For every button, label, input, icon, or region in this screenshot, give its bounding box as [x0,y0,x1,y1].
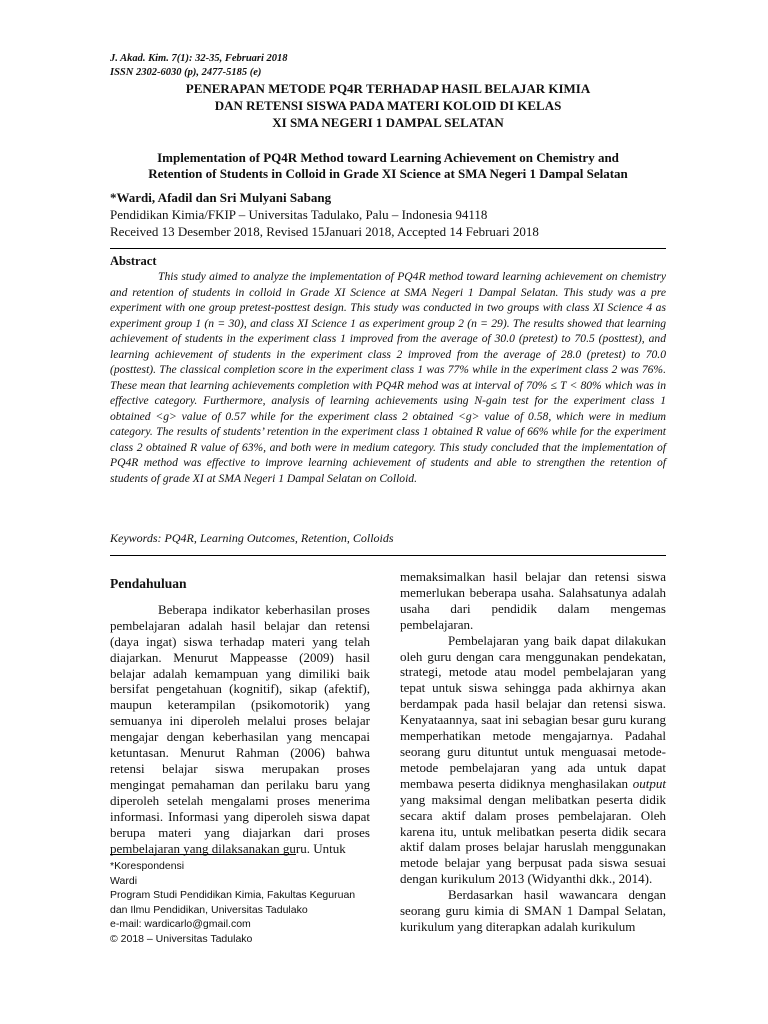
section-heading: Pendahuluan [110,576,187,591]
title-indonesian [110,80,666,131]
divider [110,555,666,556]
italic-term: output [632,775,666,791]
right-column [400,569,666,935]
journal-citation: J. Akad. Kim. 7(1): 32-35, Februari 2018 [110,53,288,64]
paragraph [400,633,666,888]
received-dates: Received 13 Desember 2018, Revised 15Januari 2018, Accepted 14 Februari 2018 [110,224,539,239]
title-id-line: PENERAPAN METODE PQ4R TERHADAP HASIL BELAJAR KIMIA [185,81,591,96]
paragraph-text: yang maksimal dengan melibatkan peserta didik secara aktif dalam proses pembelajaran. Oleh karena itu, untuk melibatkan peserta didik secara aktif dalam proses belajar haruslah menggunakan metode belajar yang berpusat pada siswa sesuai dengan kurikulum 2013 (Widyanthi dkk., 2014). [400,791,666,887]
journal-header [110,52,288,80]
footnote-email: e-mail: wardicarlo@gmail.com [110,918,251,930]
divider [110,248,666,249]
journal-issn: ISSN 2302-6030 (p), 2477-5185 (e) [110,67,262,78]
title-en-line: Retention of Students in Colloid in Grade XI Science at SMA Negeri 1 Dampal Selatan [148,166,628,181]
affiliation: Pendidikan Kimia/FKIP – Universitas Tadulako, Palu – Indonesia 94118 [110,207,488,222]
left-column [110,576,370,856]
footnote-divider [110,854,296,855]
title-english [110,150,666,182]
title-en-line: Implementation of PQ4R Method toward Learning Achievement on Chemistry and [157,150,619,165]
paragraph: memaksimalkan hasil belajar dan retensi siswa memerlukan beberapa usaha. Salahsatunya adalah usaha dari pendidik dalam mengemas pembelajaran. [400,569,666,632]
footnote-copyright: © 2018 – Universitas Tadulako [110,932,253,945]
paragraph: Beberapa indikator keberhasilan proses pembelajaran adalah hasil belajar dan retensi (daya ingat) siswa terhadap materi yang telah diajarkan. Menurut Mappeasse (2009) hasil belajar adalah kemampuan yang dimiliki baik bersifat pengetahuan (kognitif), sikap (afektif), maupun keterampilan (psikomotorik) yang semuanya ini diperoleh melalui proses belajar mengajar dengan keberhasilan yang mencapai ketuntasan. Menurut Rahman (2006) bahwa retensi belajar siswa merupakan proses mengingat pemahaman dan perilaku baru yang diperoleh setelah mengalami proses menerima informasi. Informasi yang diperoleh siswa dapat berupa materi yang diajarkan dari proses pembelajaran yang dilaksanakan guru. Untuk [110,601,370,856]
abstract-text: This study aimed to analyze the implementation of PQ4R method toward learning achievement on chemistry and retention of students in colloid in Grade XI Science at SMA Negeri 1 Dampal Selatan. This study was a pre experiment with one group pretest-posttest design. This study was conducted in two groups with class XI Science 4 as experiment group 1 (n = 30), and class XI Science 1 as experiment group 2 (n = 29). The results showed that learning achievement of students in the experiment class 1 improved from the average of 30.0 (pretest) to 70.5 (posttest), and learning achievement of students in the experiment class 2 improved from the average of 28.0 (pretest) to 70.0 (posttest). The classical completion score in the experiment class 1 was 77% while in the experiment class 2 was 76%. These mean that learning achievements completion with PQ4R mehod was at interval of 70% ≤ T < 80% which was in effective category. Furthermore, analysis of learning achievements using N-gain test for the experiment class 1 obtained <g> value of 0.57 while for the experiment class 2 obtained <g> value of 0.58, which were in medium category. The results of students’ retention in the experiment class 1 obtained R value of 66% while for the experiment class 2 obtained R value of 63%, and both were in medium category. This study concluded that the implementation of PQ4R method was effective to improve learning achievement of students and able to strengthen the retention of students of grade XI at SMA Negeri 1 Dampal Selatan on Colloid. [110,270,666,485]
keywords: Keywords: PQ4R, Learning Outcomes, Retention, Colloids [110,531,394,545]
authors: *Wardi, Afadil dan Sri Mulyani Sabang [110,190,332,205]
title-id-line: DAN RETENSI SISWA PADA MATERI KOLOID DI KELAS [214,98,562,113]
footnote-line: dan Ilmu Pendidikan, Universitas Tadulako [110,903,308,916]
paragraph: Berdasarkan hasil wawancara dengan seorang guru kimia di SMAN 1 Dampal Selatan, kurikulum yang diterapkan adalah kurikulum [400,887,666,934]
footnote-line: *Korespondensi [110,860,185,872]
abstract-heading: Abstract [110,254,157,268]
title-id-line: XI SMA NEGERI 1 DAMPAL SELATAN [272,115,504,130]
footnote-line: Program Studi Pendidikan Kimia, Fakultas Keguruan [110,889,356,901]
footnote-line: Wardi [110,874,138,887]
paragraph-text: Pembelajaran yang baik dapat dilakukan oleh guru dengan cara menggunakan pendekatan, strategi, metode atau model pembelajaran yang tepat untuk siswa sehingga pada akhirnya akan berdampak pada hasil belajar dan retensi siswa. Kenyataannya, saat ini sebagian besar guru kurang memperhatikan metode mengajarnya. Padahal seorang guru dituntut untuk menguasai metode-metode pembelajaran yang ada untuk dapat membawa peserta didiknya menghasilakan [400,632,666,791]
footnote [110,859,355,946]
